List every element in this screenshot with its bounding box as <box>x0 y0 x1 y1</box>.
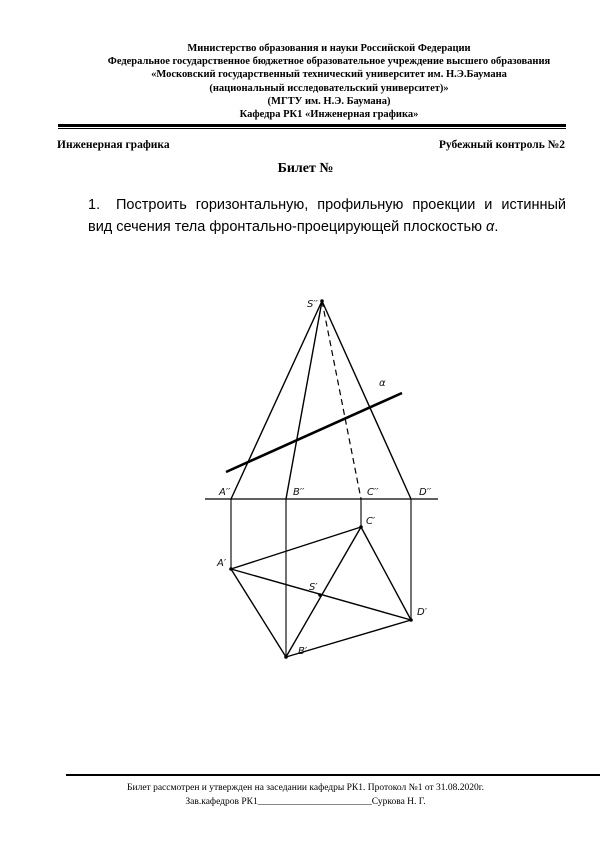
label-c2: C′′ <box>367 487 379 498</box>
control-name: Рубежный контроль №2 <box>438 139 565 151</box>
footer-block <box>0 782 611 809</box>
base-c1-d1 <box>361 527 411 620</box>
header-block <box>40 42 611 121</box>
label-a2: A′′ <box>219 487 231 498</box>
label-c1: C′ <box>366 516 376 527</box>
header-ministry: Министерство образования и науки Российской Федерации <box>187 43 471 54</box>
point-b1 <box>284 655 288 659</box>
task-text: Построить горизонтальную, профильную проекции и истинный вид сечения тела фронтально-проецирующей плоскостью <box>88 197 566 235</box>
label-s1: S′ <box>309 582 318 593</box>
label-b2: B′′ <box>293 487 305 498</box>
cutting-plane-alpha <box>226 393 402 472</box>
task-number: 1. <box>88 197 101 213</box>
header-university-abbr: (МГТУ им. Н.Э. Баумана) <box>267 95 391 107</box>
edge-s2-b2 <box>286 301 322 499</box>
header-rule-thin <box>58 128 566 129</box>
pyramid-drawing <box>173 253 480 704</box>
point-c1 <box>359 525 363 529</box>
point-s2 <box>320 299 324 303</box>
point-d1 <box>409 618 413 622</box>
label-d1: D′ <box>417 607 427 618</box>
footer-approval-line: Билет рассмотрен и утвержден на заседании кафедры РК1. Протокол №1 от 31.08.2020г. <box>127 783 484 793</box>
label-b1: B′ <box>298 646 308 657</box>
edge-s2-d2 <box>322 301 411 499</box>
base-a1-c1 <box>231 527 361 569</box>
point-a1 <box>229 567 233 571</box>
footer-signature-line: Зав.кафедров РК1________________________Суркова Н. Г. <box>185 796 426 807</box>
header-institution-type: Федеральное государственное бюджетное образовательное учреждение высшего образования <box>107 56 551 68</box>
subject-name: Инженерная графика <box>57 139 170 151</box>
edge-s2-c2-hidden <box>322 301 361 499</box>
pyramid-drawing-svg <box>173 253 480 704</box>
label-s2: S′′ <box>307 299 318 310</box>
task-alpha: α <box>486 219 495 235</box>
task-paragraph <box>88 194 566 238</box>
label-alpha: α <box>379 378 386 389</box>
task-end: . <box>494 219 499 235</box>
footer-rule <box>66 774 600 776</box>
header-rule-thick <box>58 124 566 127</box>
header-university-status: (национальный исследовательский университет)» <box>209 82 449 94</box>
ticket-title: Билет № <box>277 161 334 176</box>
header-university-name: «Московский государственный технический университет им. Н.Э.Баумана <box>151 69 507 81</box>
label-d2: D′′ <box>419 487 432 498</box>
edge-s2-a2 <box>231 301 322 499</box>
header-department: Кафедра РК1 «Инженерная графика» <box>239 109 419 121</box>
point-s1 <box>318 593 322 597</box>
label-a1: A′ <box>217 558 227 569</box>
